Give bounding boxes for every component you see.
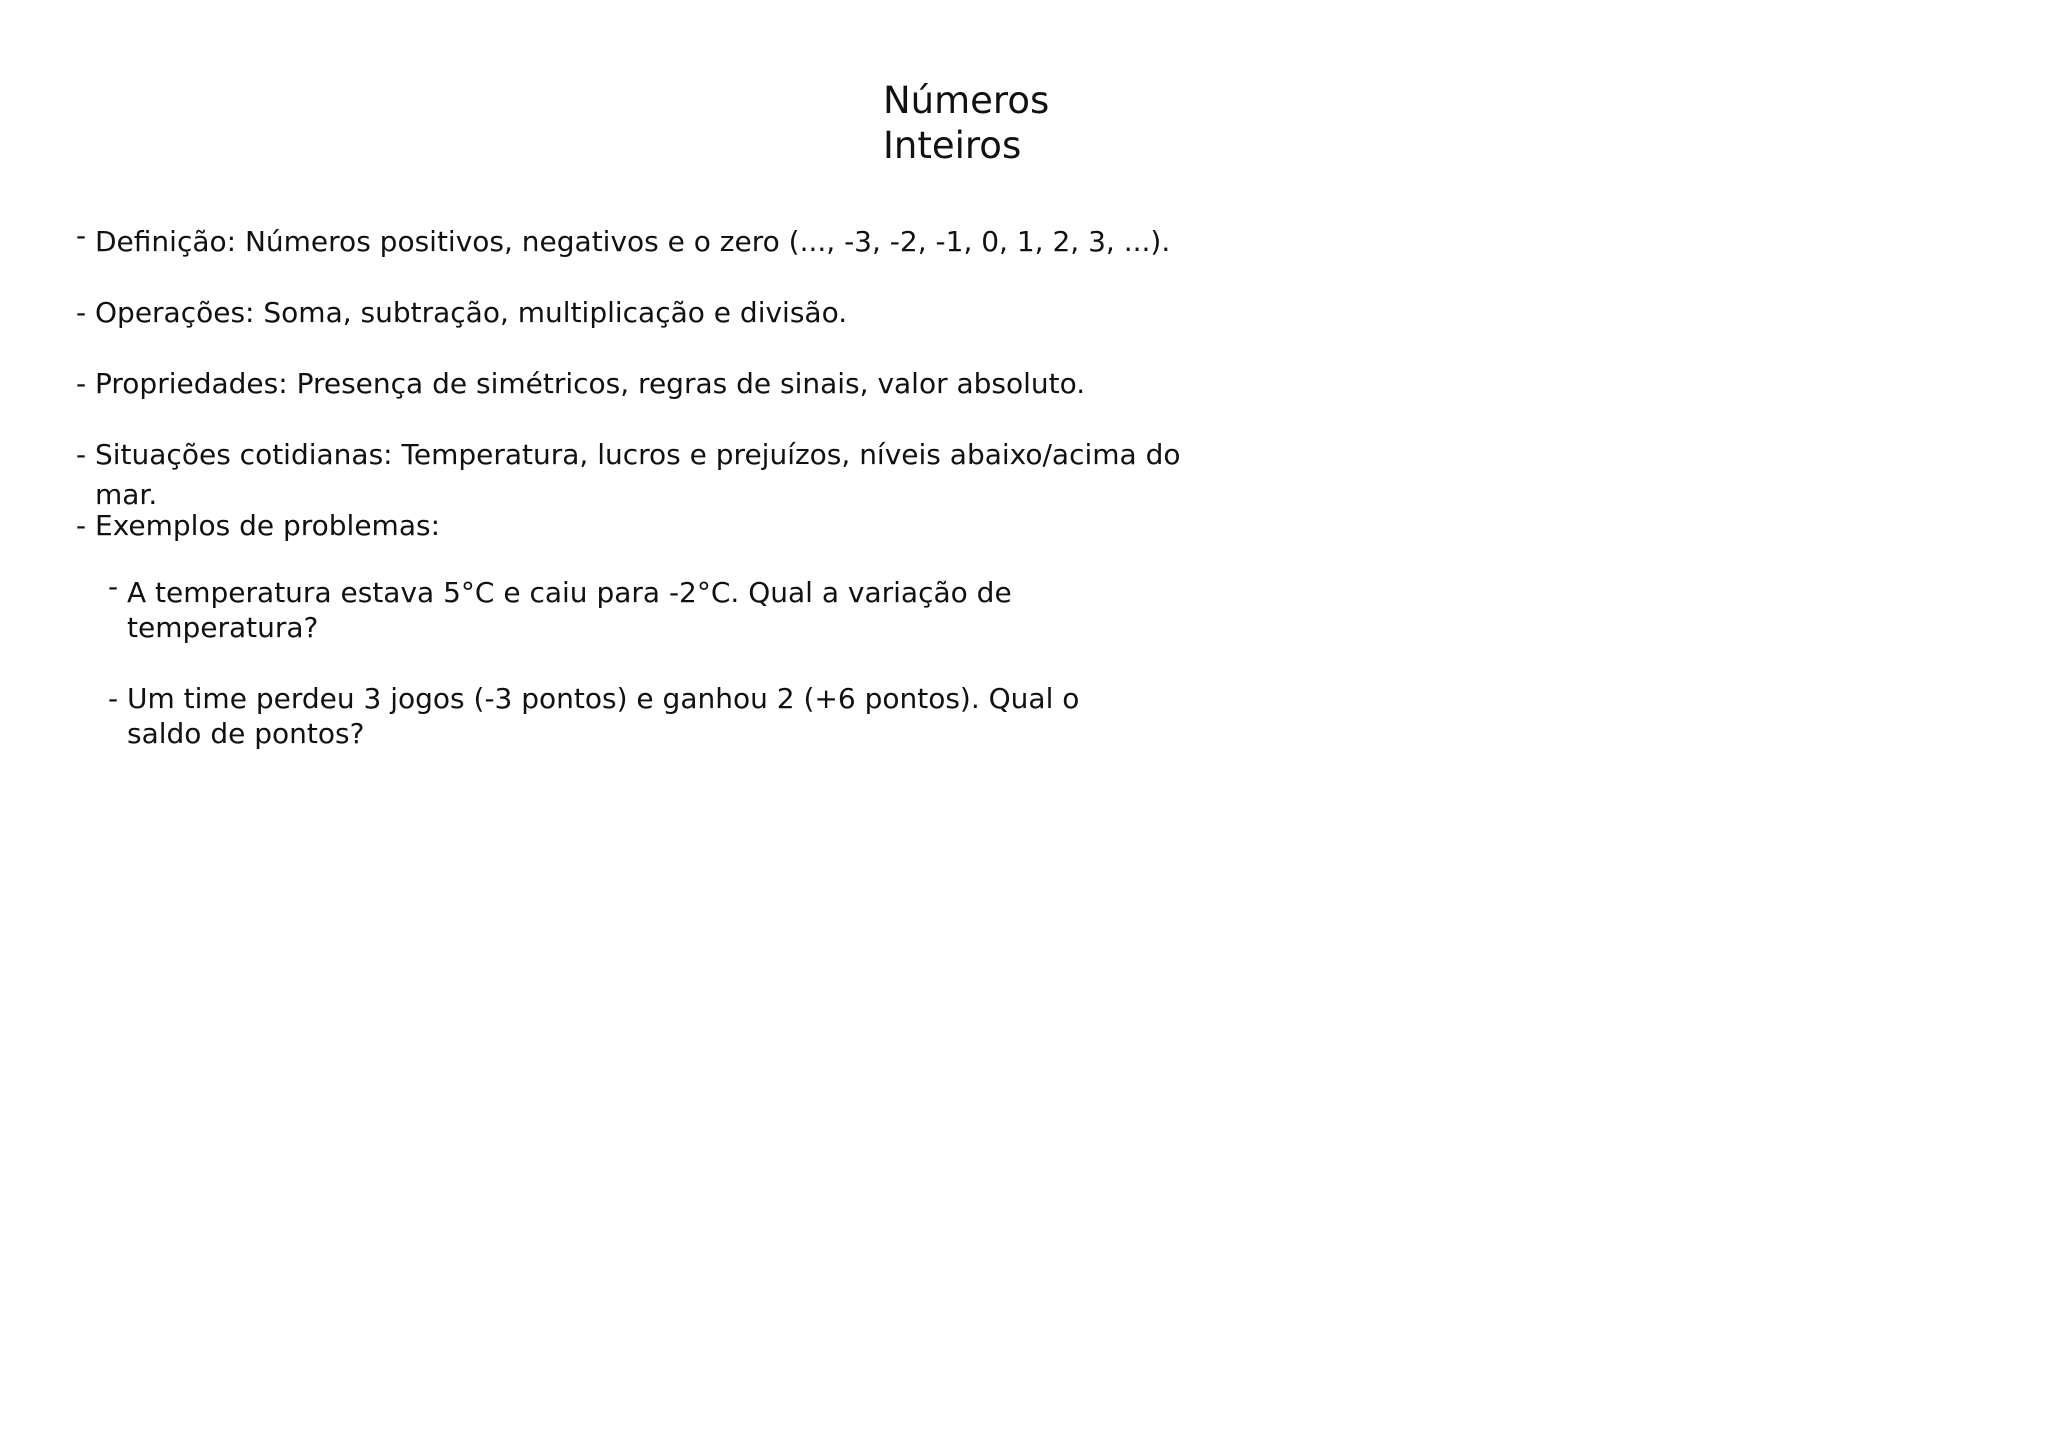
bullet-text: Propriedades: Presença de simétricos, regras de sinais, valor absoluto. [95,367,1086,400]
bullet-item-exemplos [76,506,1236,577]
title-line-1: Números [883,79,1050,122]
bullet-item-operacoes [76,293,1236,364]
title-line-2: Inteiros [883,124,1022,167]
bullet-item-propriedades [76,364,1236,435]
bullet-dash: - [108,682,119,715]
bullet-dash: - [76,296,87,329]
sub-bullet-item-temperatura [108,570,1208,645]
page-title [883,78,1049,168]
sub-bullet-item-time [108,681,1208,751]
bullet-item-situacoes [76,435,1236,511]
bullet-dash: - [76,367,87,400]
bullet-item-definicao [76,219,1236,293]
sub-bullet-text: A temperatura estava 5°C e caiu para -2°C. Qual a variação de temperatura? [127,576,1012,644]
bullet-text: Definição: Números positivos, negativos e o zero (..., -3, -2, -1, 0, 1, 2, 3, ...). [95,225,1171,258]
bullet-dash: - [76,438,87,471]
bullet-dash: - [76,219,87,252]
bullet-text: Situações cotidianas: Temperatura, lucros e prejuízos, níveis abaixo/acima do mar. [95,438,1181,511]
sub-bullet-list [108,570,1208,787]
bullet-dash: - [76,509,87,542]
bullet-text: Exemplos de problemas: [95,509,441,542]
bullet-text: Operações: Soma, subtração, multiplicação e divisão. [95,296,848,329]
sub-bullet-text: Um time perdeu 3 jogos (-3 pontos) e ganhou 2 (+6 pontos). Qual o saldo de pontos? [127,682,1080,750]
bullet-dash: - [108,570,119,603]
bullet-list [76,219,1236,577]
